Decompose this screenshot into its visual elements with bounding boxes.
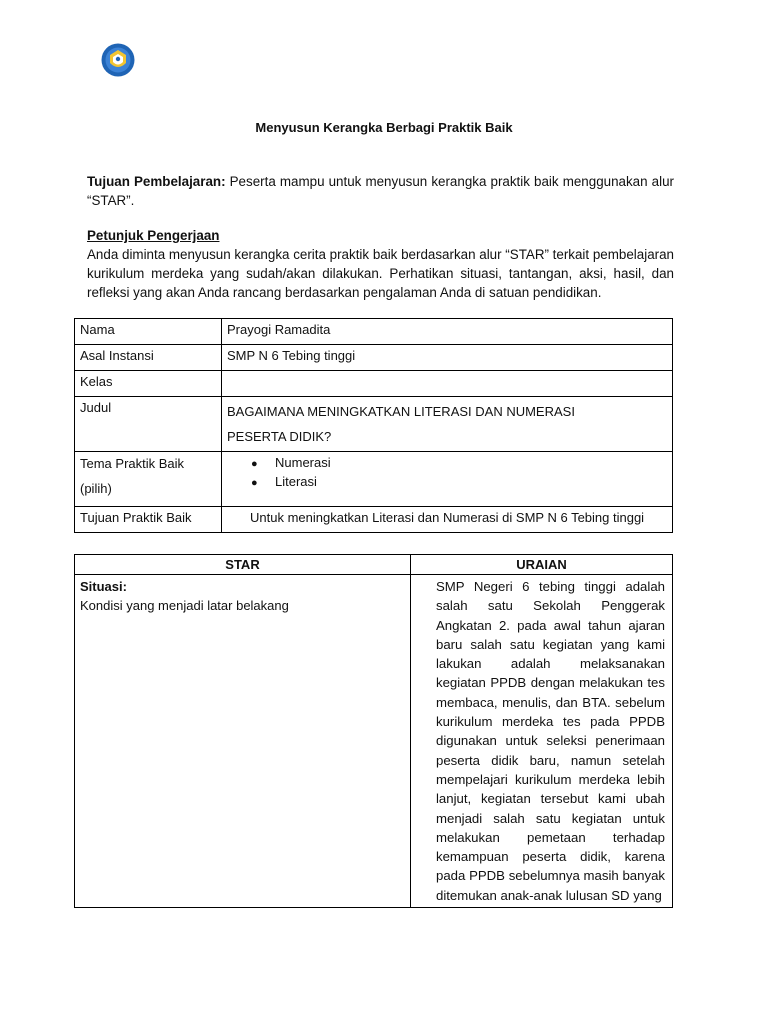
asal-instansi-value: SMP N 6 Tebing tinggi [222, 345, 673, 371]
tujuan-paragraph [87, 172, 674, 210]
tema-option-label: Literasi [275, 474, 317, 489]
table-row [75, 345, 673, 371]
tujuan-praktik-label: Tujuan Praktik Baik [75, 507, 222, 533]
tut-wuri-handayani-logo [101, 43, 135, 77]
nama-value: Prayogi Ramadita [222, 319, 673, 345]
table-row [75, 397, 673, 452]
situasi-uraian: SMP Negeri 6 tebing tinggi adalah salah satu Sekolah Penggerak Angkatan 2. pada awal tahun ajaran baru salah satu kegiatan yang kami lakukan adalah melaksanakan kegiatan PPDB dengan melakukan tes membaca, menulis, dan BTA. sebelum kurikulum merdeka tes pada PPDB digunakan untuk seleksi penerimaan peserta didik baru, namun setelah mempelajari kurikulum merdeka lebih lanjut, kegiatan tersebut kami ubah menjadi salah satu kegiatan untuk melakukan pemetaan terhadap kemampuan peserta didik, karena pada PPDB sebelumnya masih banyak ditemukan anak-anak lulusan SD yang [411, 575, 673, 908]
table-row [75, 507, 673, 533]
page-title: Menyusun Kerangka Berbagi Praktik Baik [255, 120, 513, 135]
petunjuk-heading [87, 226, 674, 245]
judul-label: Judul [75, 397, 222, 452]
petunjuk-text: Anda diminta menyusun kerangka cerita praktik baik berdasarkan alur “STAR” terkait pembelajaran kurikulum merdeka yang sudah/akan dilakukan. Perhatikan situasi, tantangan, aksi, hasil, dan refleksi yang akan Anda rancang berdasarkan pengalaman Anda di satuan pendidikan. [87, 247, 674, 300]
tujuan-label: Tujuan Pembelajaran: [87, 174, 226, 189]
nama-label: Nama [75, 319, 222, 345]
tema-label: Tema Praktik Baik [80, 456, 185, 471]
table-row [75, 575, 673, 908]
petunjuk-heading-text: Petunjuk Pengerjaan [87, 228, 220, 243]
list-item [227, 473, 667, 492]
tema-label-cell [75, 452, 222, 507]
star-table [74, 554, 673, 908]
tujuan-praktik-value: Untuk meningkatkan Literasi dan Numerasi di SMP N 6 Tebing tinggi [222, 507, 673, 533]
kelas-value [222, 371, 673, 397]
table-row [75, 452, 673, 507]
situasi-description: Kondisi yang menjadi latar belakang [80, 598, 289, 614]
table-row [75, 319, 673, 345]
bullet-icon: ● [251, 477, 258, 489]
tujuan-text: Peserta mampu untuk menyusun kerangka praktik baik menggunakan alur “STAR”. [87, 174, 674, 208]
table-row [75, 371, 673, 397]
tema-options [222, 452, 673, 507]
kelas-label: Kelas [75, 371, 222, 397]
asal-instansi-label: Asal Instansi [75, 345, 222, 371]
situasi-label: Situasi: [80, 579, 127, 594]
uraian-column-header: URAIAN [411, 555, 673, 575]
bullet-icon: ● [251, 458, 258, 470]
tema-sub-label: (pilih) [80, 481, 112, 496]
identity-table [74, 318, 673, 533]
tema-option-label: Numerasi [275, 455, 331, 470]
list-item [227, 454, 667, 473]
table-header-row [75, 555, 673, 575]
star-column-header: STAR [75, 555, 411, 575]
judul-value: BAGAIMANA MENINGKATKAN LITERASI DAN NUMERASI PESERTA DIDIK? [222, 397, 673, 452]
situasi-cell [75, 575, 411, 908]
